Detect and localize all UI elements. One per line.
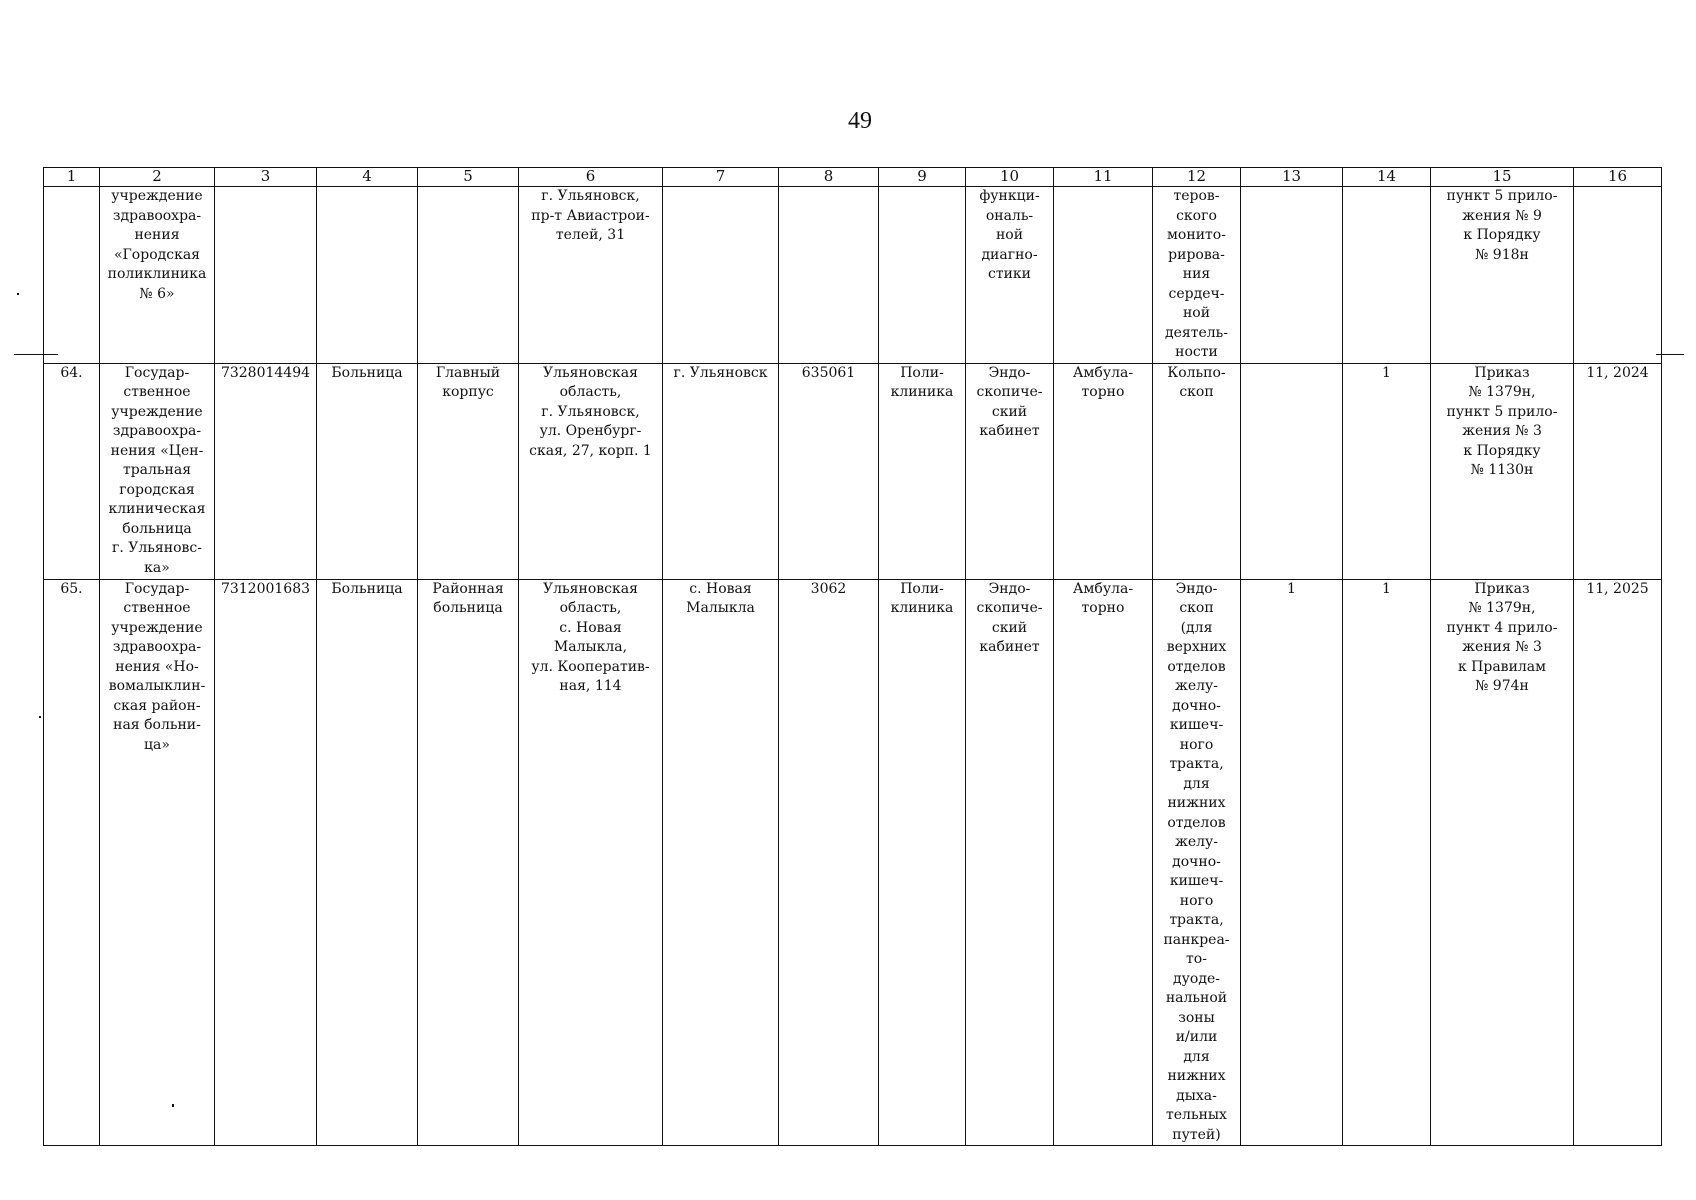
cell-subdivision: Поли- клиника: [879, 363, 966, 579]
cell-count-b: 1: [1343, 363, 1431, 579]
cell-subdivision: Поли- клиника: [879, 579, 966, 1146]
scan-artifact-dot: [17, 293, 19, 295]
cell-inn: 7328014494: [215, 363, 317, 579]
cell-number: 65.: [44, 579, 100, 1146]
table-row-continuation: [44, 187, 1662, 364]
cell-count-b: [1343, 187, 1431, 364]
cell-care-form: [1054, 187, 1153, 364]
column-header: 6: [519, 168, 663, 187]
cell-institution: Государ- ственное учреждение здравоохра- нения «Цен- тральная городская клиническая больница г. Ульяновс- ка»: [100, 363, 215, 579]
cell-locality: г. Ульяновск: [663, 363, 779, 579]
column-header: 16: [1574, 168, 1662, 187]
cell-locality: с. Новая Малыкла: [663, 579, 779, 1146]
column-header: 14: [1343, 168, 1431, 187]
column-header: 3: [215, 168, 317, 187]
header-row: [44, 168, 1662, 187]
cell-count-a: 1: [1241, 579, 1343, 1146]
scan-artifact-line: [14, 354, 58, 355]
column-header: 15: [1431, 168, 1574, 187]
registry-table: [43, 167, 1662, 1146]
column-header: 7: [663, 168, 779, 187]
cell-unit: функци- ональ- ной диагно- стики: [966, 187, 1054, 364]
cell-building: [418, 187, 519, 364]
cell-care-form: Амбула- торно: [1054, 363, 1153, 579]
cell-equipment: Эндо- скоп (для верхних отделов желу- дочно- кишеч- ного тракта, для нижних отделов желу- дочно- кишеч- ного тракта, панкреа- то- дуоде- нальной зоны и/или для нижних дыха- тельных путей): [1153, 579, 1241, 1146]
cell-address: г. Ульяновск, пр-т Авиастрои- телей, 31: [519, 187, 663, 364]
column-header: 2: [100, 168, 215, 187]
cell-type: Больница: [317, 579, 418, 1146]
cell-locality: [663, 187, 779, 364]
cell-count-a: [1241, 363, 1343, 579]
cell-subdivision: [879, 187, 966, 364]
cell-unit: Эндо- скопиче- ский кабинет: [966, 363, 1054, 579]
cell-population: 3062: [779, 579, 879, 1146]
cell-type: [317, 187, 418, 364]
column-header: 11: [1054, 168, 1153, 187]
column-header: 1: [44, 168, 100, 187]
cell-institution: учреждение здравоохра- нения «Городская поликлиника № 6»: [100, 187, 215, 364]
cell-number: 64.: [44, 363, 100, 579]
column-header: 13: [1241, 168, 1343, 187]
cell-type: Больница: [317, 363, 418, 579]
cell-building: Главный корпус: [418, 363, 519, 579]
cell-period: [1574, 187, 1662, 364]
cell-equipment: Кольпо- скоп: [1153, 363, 1241, 579]
column-header: 8: [779, 168, 879, 187]
cell-population: [779, 187, 879, 364]
cell-building: Районная больница: [418, 579, 519, 1146]
column-header: 12: [1153, 168, 1241, 187]
column-header: 4: [317, 168, 418, 187]
cell-basis: Приказ № 1379н, пункт 4 прило- жения № 3 к Правилам № 974н: [1431, 579, 1574, 1146]
cell-address: Ульяновская область, с. Новая Малыкла, ул. Кооператив- ная, 114: [519, 579, 663, 1146]
cell-count-b: 1: [1343, 579, 1431, 1146]
cell-unit: Эндо- скопиче- ский кабинет: [966, 579, 1054, 1146]
column-header: 10: [966, 168, 1054, 187]
page-number: 49: [848, 108, 872, 134]
cell-population: 635061: [779, 363, 879, 579]
table-row-65: [44, 579, 1662, 1146]
scan-artifact-line: [1656, 354, 1684, 355]
cell-institution: Государ- ственное учреждение здравоохра- нения «Но- вомалыклин- ская район- ная больни- ца»: [100, 579, 215, 1146]
cell-address: Ульяновская область, г. Ульяновск, ул. Оренбург- ская, 27, корп. 1: [519, 363, 663, 579]
scan-artifact-dot: [172, 1104, 174, 1107]
table-row-64: [44, 363, 1662, 579]
cell-count-a: [1241, 187, 1343, 364]
cell-inn: [215, 187, 317, 364]
cell-period: 11, 2024: [1574, 363, 1662, 579]
column-header: 9: [879, 168, 966, 187]
cell-period: 11, 2025: [1574, 579, 1662, 1146]
cell-inn: 7312001683: [215, 579, 317, 1146]
scan-artifact-dot: [39, 716, 41, 718]
cell-equipment: теров- ского монито- рирова- ния сердеч- ной деятель- ности: [1153, 187, 1241, 364]
cell-care-form: Амбула- торно: [1054, 579, 1153, 1146]
cell-number: [44, 187, 100, 364]
cell-basis: Приказ № 1379н, пункт 5 прило- жения № 3 к Порядку № 1130н: [1431, 363, 1574, 579]
cell-basis: пункт 5 прило- жения № 9 к Порядку № 918н: [1431, 187, 1574, 364]
column-header: 5: [418, 168, 519, 187]
